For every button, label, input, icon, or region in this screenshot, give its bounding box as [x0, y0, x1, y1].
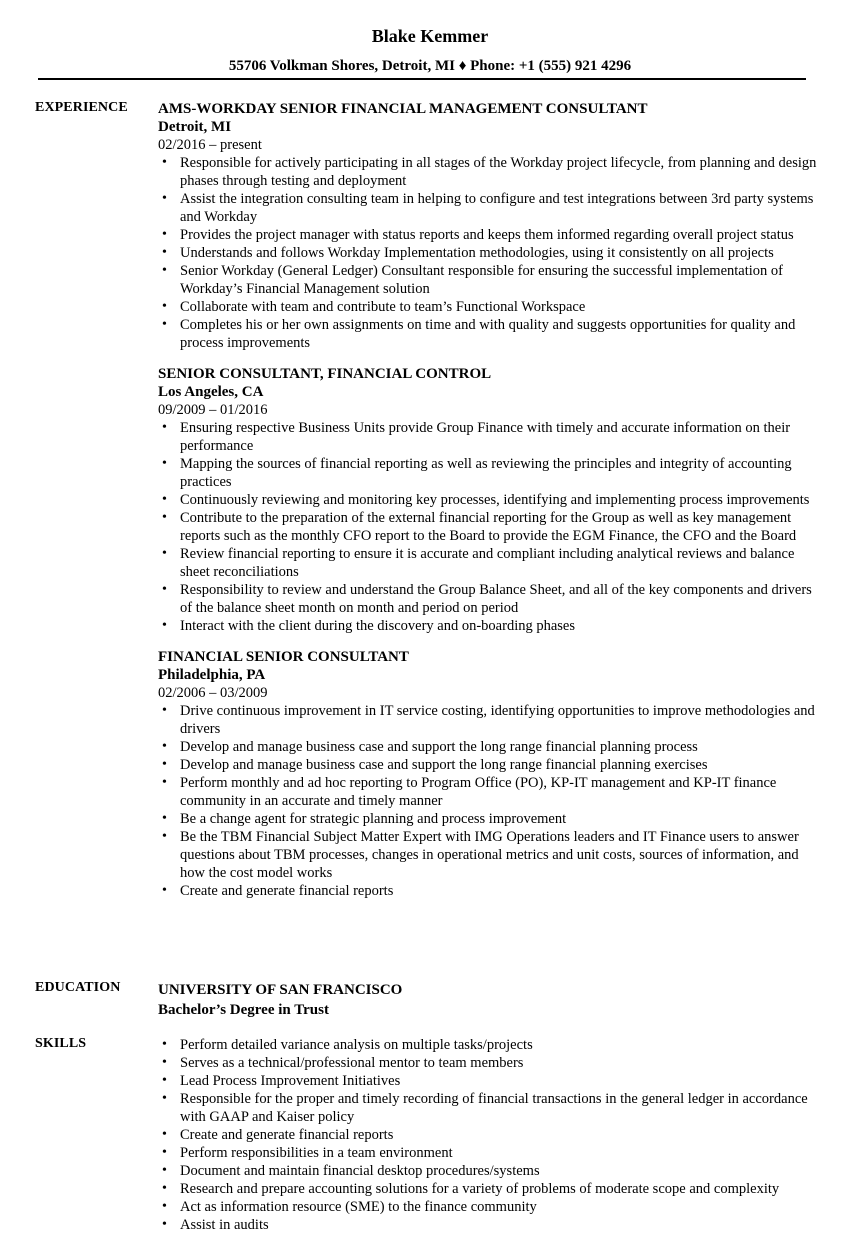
job-bullets [158, 419, 818, 635]
skill-item: • Act as information resource (SME) to the finance community [180, 1198, 818, 1216]
job-bullets [158, 702, 818, 900]
job-title: SENIOR CONSULTANT, FINANCIAL CONTROL [158, 366, 492, 382]
job-dates: 09/2009 – 01/2016 [158, 402, 268, 418]
job-location: Los Angeles, CA [158, 384, 264, 400]
skill-item: • Research and prepare accounting solutions for a variety of problems of moderate scope and complexity [180, 1180, 818, 1198]
bullet-item: • Interact with the client during the discovery and on-boarding phases [180, 617, 818, 635]
skill-item: • Perform responsibilities in a team environment [180, 1144, 818, 1162]
skill-item: • Lead Process Improvement Initiatives [180, 1072, 818, 1090]
bullet-item: • Understands and follows Workday Implementation methodologies, using it consistently on all projects [180, 244, 818, 262]
job-title: AMS-WORKDAY SENIOR FINANCIAL MANAGEMENT CONSULTANT [158, 101, 648, 117]
bullet-item: • Drive continuous improvement in IT service costing, identifying opportunities to improve methodologies and drivers [180, 702, 818, 738]
school-name: UNIVERSITY OF SAN FRANCISCO [158, 982, 403, 998]
experience-body [158, 100, 818, 913]
bullet-item: • Perform monthly and ad hoc reporting to Program Office (PO), KP-IT management and KP-IT finance community in an accurate and timely manner [180, 774, 818, 810]
job-entry [158, 648, 818, 900]
education-heading: EDUCATION [35, 980, 121, 995]
job-title: FINANCIAL SENIOR CONSULTANT [158, 649, 409, 665]
skills-list [158, 1036, 818, 1234]
candidate-name: Blake Kemmer [371, 26, 489, 46]
bullet-item: • Mapping the sources of financial reporting as well as reviewing the principles and integrity of accounting practices [180, 455, 818, 491]
bullet-item: • Develop and manage business case and support the long range financial planning exercises [180, 756, 818, 774]
job-dates: 02/2006 – 03/2009 [158, 685, 268, 701]
bullet-item: • Provides the project manager with status reports and keeps them informed regarding overall project status [180, 226, 818, 244]
bullet-item: • Create and generate financial reports [180, 882, 818, 900]
job-entry [158, 365, 818, 635]
bullet-item: • Develop and manage business case and support the long range financial planning process [180, 738, 818, 756]
job-dates: 02/2016 – present [158, 137, 262, 153]
job-bullets [158, 154, 818, 352]
contact-line: 55706 Volkman Shores, Detroit, MI ♦ Phone: +1 (555) 921 4296 [228, 58, 632, 74]
bullet-item: • Completes his or her own assignments on time and with quality and suggests opportunities for quality and process improvements [180, 316, 818, 352]
header-divider [38, 78, 806, 80]
skill-item: • Perform detailed variance analysis on multiple tasks/projects [180, 1036, 818, 1054]
education-body [158, 980, 818, 1020]
skill-item: • Responsible for the proper and timely recording of financial transactions in the general ledger in accordance with GAAP and Kaiser policy [180, 1090, 818, 1126]
experience-heading: EXPERIENCE [35, 100, 128, 115]
bullet-item: • Contribute to the preparation of the external financial reporting for the Group as well as key management reports such as the monthly CFO report to the Board to provide the EGM Finance, the CFO and the Board [180, 509, 818, 545]
degree-name: Bachelor’s Degree in Trust [158, 1002, 329, 1018]
bullet-item: • Be the TBM Financial Subject Matter Expert with IMG Operations leaders and IT Finance users to answer questions about TBM processes, changes in operational metrics and unit costs, sources of information, and how the cost model works [180, 828, 818, 882]
skills-body [158, 1036, 818, 1234]
bullet-item: • Review financial reporting to ensure it is accurate and compliant including analytical reviews and balance sheet reconciliations [180, 545, 818, 581]
job-location: Philadelphia, PA [158, 667, 266, 683]
bullet-item: • Continuously reviewing and monitoring key processes, identifying and implementing process improvements [180, 491, 818, 509]
bullet-item: • Senior Workday (General Ledger) Consultant responsible for ensuring the successful implementation of Workday’s Financial Management solution [180, 262, 818, 298]
bullet-item: • Responsibility to review and understand the Group Balance Sheet, and all of the key components and drivers of the balance sheet month on month and period on period [180, 581, 818, 617]
skill-item: • Document and maintain financial desktop procedures/systems [180, 1162, 818, 1180]
bullet-item: • Collaborate with team and contribute to team’s Functional Workspace [180, 298, 818, 316]
job-location: Detroit, MI [158, 119, 232, 135]
bullet-item: • Responsible for actively participating in all stages of the Workday project lifecycle, from planning and design phases through testing and deployment [180, 154, 818, 190]
bullet-item: • Be a change agent for strategic planning and process improvement [180, 810, 818, 828]
job-entry [158, 100, 818, 352]
skill-item: • Assist in audits [180, 1216, 818, 1234]
skills-heading: SKILLS [35, 1036, 87, 1051]
bullet-item: • Ensuring respective Business Units provide Group Finance with timely and accurate information on their performance [180, 419, 818, 455]
skill-item: • Create and generate financial reports [180, 1126, 818, 1144]
skill-item: • Serves as a technical/professional mentor to team members [180, 1054, 818, 1072]
bullet-item: • Assist the integration consulting team in helping to configure and test integrations between 3rd party systems and Workday [180, 190, 818, 226]
